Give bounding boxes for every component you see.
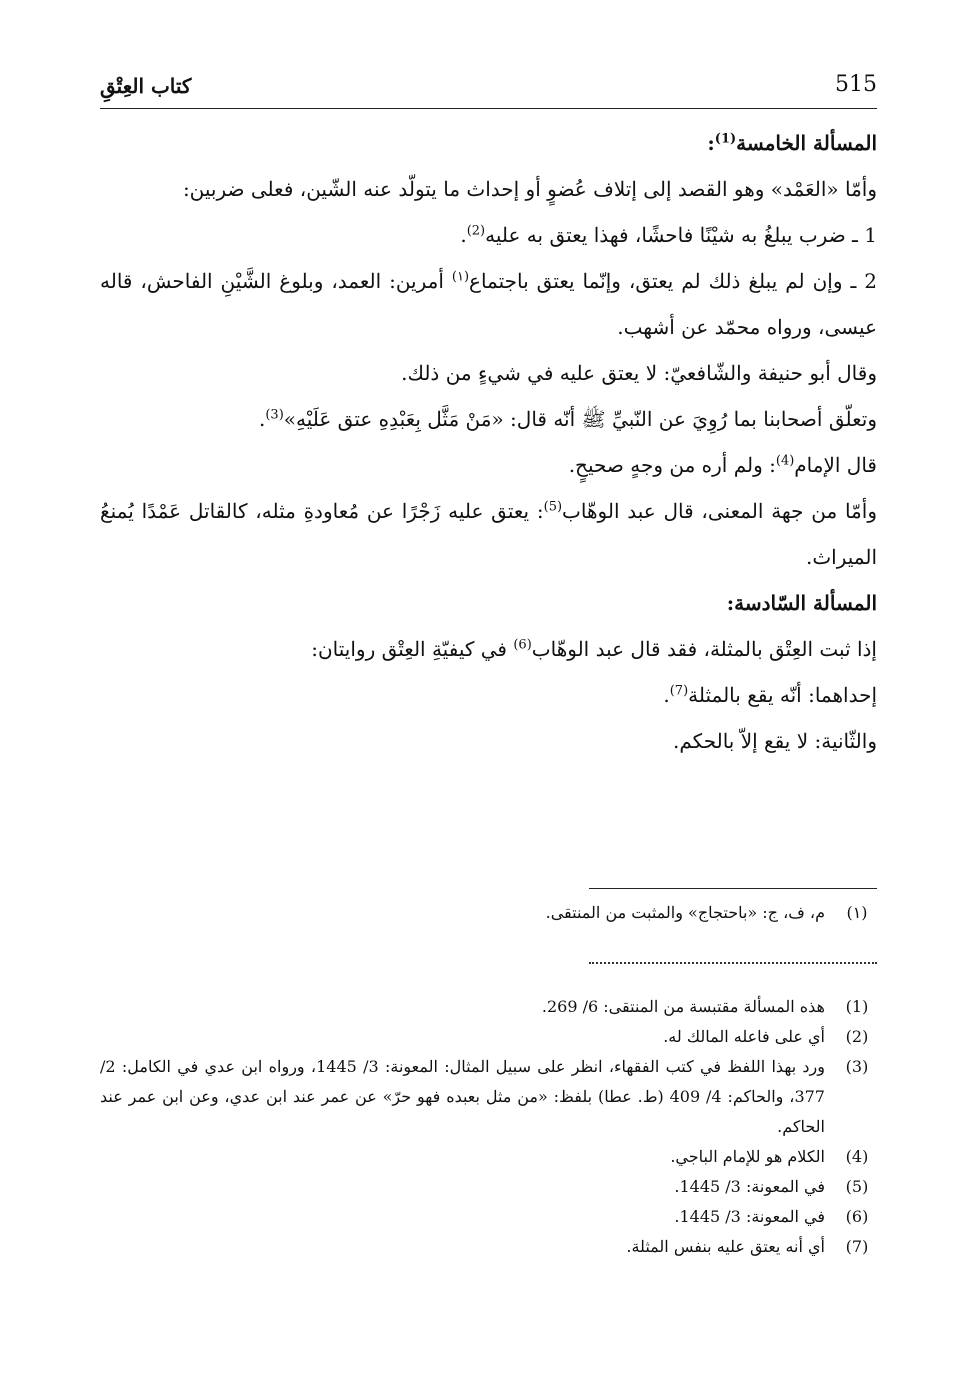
paragraph: وأمّا من جهة المعنى، قال عبد الوهّاب$^{(5)}$: يعتق عليه زَجْرًا عن مُعاودةِ مثله، كالقاتل عَمْدًا يُمنعُ الميراث.	[100, 499, 877, 569]
footnote: (6) في المعونة: 3/ 1445.	[674, 1207, 869, 1226]
main-text	[100, 120, 877, 764]
footnote-divider	[589, 888, 877, 889]
variant-note: (١) م، ف، ج: «باحتجاج» والمثبت من المنتقى.	[545, 903, 868, 922]
variant-notes	[100, 898, 877, 928]
page-header	[100, 68, 877, 109]
footnote: (1) هذه المسألة مقتبسة من المنتقى: 6/ 269.	[541, 997, 869, 1016]
paragraph: وأمّا «العَمْد» وهو القصد إلى إتلاف عُضوٍ أو إحداث ما يتولّد عنه الشّين، فعلى ضربين:	[182, 177, 877, 201]
page-number: 515	[835, 72, 877, 97]
section-heading: المسألة السّادسة:	[726, 591, 877, 615]
paragraph: 2 ـ وإن لم يبلغ ذلك لم يعتق، وإنّما يعتق باجتماع$^{(١)}$ أمرين: العمد، وبلوغ الشَّيْنِ الفاحش، قاله عيسى، ورواه محمّد عن أشهب.	[100, 269, 877, 339]
section-heading: المسألة الخامسة$^{(1)}$:	[707, 131, 877, 155]
paragraph: 1 ـ ضرب يبلغُ به شيْنًا فاحشًا، فهذا يعتق به عليه$^{(2)}$.	[460, 223, 877, 247]
paragraph: قال الإمام$^{(4)}$: ولم أره من وجهٍ صحيحٍ.	[568, 453, 877, 477]
paragraph: والثّانية: لا يقع إلاّ بالحكم.	[672, 729, 877, 753]
footnote: (2) أي على فاعله المالك له.	[663, 1027, 869, 1046]
footnote: (3) ورد بهذا اللفظ في كتب الفقهاء، انظر على سبيل المثال: المعونة: 3/ 1445، ورواه ابن عدي في الكامل: 2/ 377، والحاكم: 4/ 409 (ط. عطا) بلفظ: «من مثل بعبده فهو حرّ» عن عمر عند ابن عدي، وعن ابن عمر عند الحاكم.	[100, 1057, 869, 1136]
paragraph: إحداهما: أنّه يقع بالمثلة$^{(7)}$.	[663, 683, 877, 707]
footnote: (5) في المعونة: 3/ 1445.	[674, 1177, 869, 1196]
running-title: كتاب العِتْقِ	[100, 74, 192, 98]
paragraph: إذا ثبت العِتْق بالمثلة، فقد قال عبد الوهّاب$^{(6)}$ في كيفيّةِ العِتْق روايتان:	[311, 637, 877, 661]
footnote: (4) الكلام هو للإمام الباجي.	[670, 1147, 869, 1166]
dotted-divider	[589, 962, 877, 964]
footnotes	[100, 992, 877, 1262]
footnote: (7) أي أنه يعتق عليه بنفس المثلة.	[626, 1237, 869, 1256]
paragraph: وقال أبو حنيفة والشّافعيّ: لا يعتق عليه في شيءٍ من ذلك.	[401, 361, 877, 385]
paragraph: وتعلّق أصحابنا بما رُوِيَ عن النّبيِّ ﷺ أنّه قال: «مَنْ مَثَّل بِعَبْدِهِ عتق عَلَيْهِ»$^{(3)}$.	[258, 407, 877, 431]
